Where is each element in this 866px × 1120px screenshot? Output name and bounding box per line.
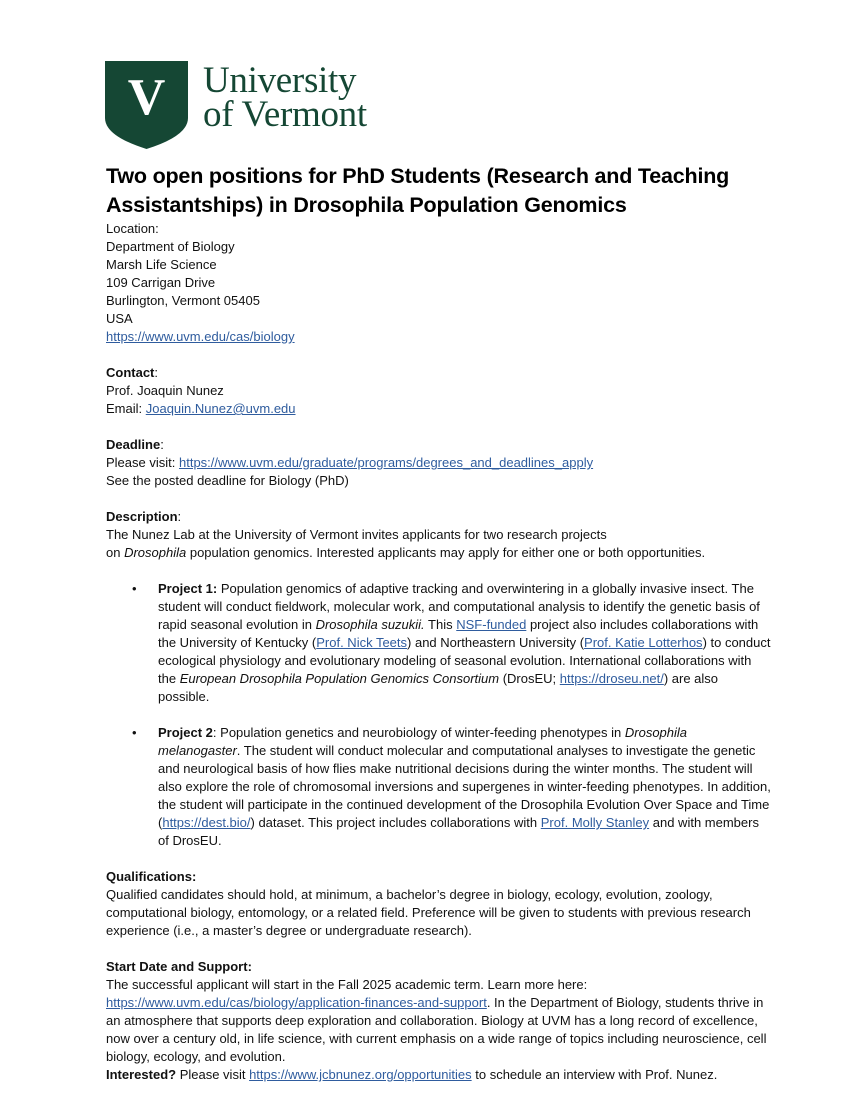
- interested-label: Interested?: [106, 1067, 177, 1082]
- finances-link[interactable]: https://www.uvm.edu/cas/biology/application-finances-and-support: [106, 995, 487, 1010]
- dest-bio-link[interactable]: https://dest.bio/: [162, 815, 251, 830]
- project-list: [106, 580, 771, 850]
- shield-letter: V: [127, 69, 166, 126]
- qualifications-label: Qualifications:: [106, 869, 197, 884]
- deadline-visit-prefix: Please visit:: [106, 455, 179, 470]
- page-title: Two open positions for PhD Students (Research and Teaching Assistantships) in Drosophila Population Genomics: [106, 164, 730, 217]
- project-2-item: • Project 2: Population genetics and neurobiology of winter-feeding phenotypes in Drosophila melanogaster. The student will conduct molecular and computational analyses to investigate the genetic and neurological basis of how flies make nutritional decisions during the winter months. The student will also explore the role of chromosomal inversions and supergenes in winter-feeding phenotypes. In addition, the student will participate in the continued development of the Drosophila Evolution Over Space and Time (https://dest.bio/) dataset. This project includes collaborations with Prof. Molly Stanley and with members of DrosEU.: [132, 725, 771, 848]
- biology-link[interactable]: https://www.uvm.edu/cas/biology: [106, 329, 295, 344]
- description-line2: on Drosophila population genomics. Interested applicants may apply for either one or both opportunities.: [106, 545, 706, 560]
- location-line: Marsh Life Science: [106, 257, 217, 272]
- logo-wordmark: [203, 60, 367, 135]
- logo-line1: University: [203, 60, 357, 101]
- molly-stanley-link[interactable]: Prof. Molly Stanley: [540, 815, 650, 830]
- droseu-link[interactable]: https://droseu.net/: [559, 671, 664, 686]
- uvm-logo: [104, 60, 394, 152]
- project-2-label: Project 2: [158, 725, 213, 740]
- email-prefix: Email:: [106, 401, 146, 416]
- deadline-link[interactable]: https://www.uvm.edu/graduate/programs/degrees_and_deadlines_apply: [178, 455, 594, 470]
- logo-line2: of Vermont: [203, 94, 367, 135]
- location-line: USA: [106, 311, 133, 326]
- deadline-label: Deadline: [106, 437, 161, 452]
- start-label: Start Date and Support:: [106, 959, 252, 974]
- email-link[interactable]: Joaquin.Nunez@uvm.edu: [145, 401, 296, 416]
- katie-lotterhos-link[interactable]: Prof. Katie Lotterhos: [584, 635, 703, 650]
- uvm-shield-icon: [104, 60, 190, 150]
- project-1-item: • Project 1: Population genomics of adaptive tracking and overwintering in a globally invasive insect. The student will conduct fieldwork, molecular work, and computational analysis to identify the genetic basis of rapid seasonal evolution in Drosophila suzukii. This NSF-funded project also includes collaborations with the University of Kentucky (Prof. Nick Teets) and Northeastern University (Prof. Katie Lotterhos) to conduct ecological physiology and evolutionary modeling of seasonal evolution. International collaborations with the European Drosophila Population Genomics Consortium (DrosEU; https://droseu.net/) are also possible.: [132, 581, 771, 704]
- location-label: Location:: [106, 221, 159, 236]
- nick-teets-link[interactable]: Prof. Nick Teets: [316, 635, 408, 650]
- contact-label: Contact: [106, 365, 155, 380]
- project-1-label: Project 1:: [158, 581, 218, 596]
- location-line: 109 Carrigan Drive: [106, 275, 216, 290]
- location-line: Department of Biology: [106, 239, 235, 254]
- start-text: The successful applicant will start in the Fall 2025 academic term. Learn more here: https://www.uvm.edu/cas/biology/application-finances-and-support. In the Department of Biology, students thrive in an atmosphere that supports deep exploration and collaboration. Biology at UVM has a long record of excellence, now over a century old, in life science, with current emphasis on a wide range of topics including neuroscience, cell biology, ecology, and evolution.: [106, 977, 767, 1064]
- contact-name: Prof. Joaquin Nunez: [106, 383, 224, 398]
- deadline-note: See the posted deadline for Biology (PhD): [106, 473, 349, 488]
- document-body: Location: Department of Biology Marsh Life Science 109 Carrigan Drive Burlington, Vermont 05405 USA https://www.uvm.edu/cas/biology Contact: Prof. Joaquin Nunez Email: Joaquin.Nunez@uvm.edu Deadline: Please visit: https://www.uvm.edu/graduate/programs/degrees_and_deadlines_apply See the posted deadline for Biology (PhD) Description: The Nunez Lab at the University of Vermont invites applicants for two research projects on Drosophila population genomics. Interested applicants may apply for either one or both opportunities. • Project 1: Population genomics of adaptive tracking and overwintering in a globally invasive insect. The student will conduct fieldwork, molecular work, and computational analysis to identify the genetic basis of rapid seasonal evolution in Drosophila suzukii. This NSF-funded project also includes collaborations with the University of Kentucky (Prof. Nick Teets) and Northeastern University (Prof. Katie Lotterhos) to conduct ecological physiology and evolutionary modeling of seasonal evolution. International collaborations with the European Drosophila Population Genomics Consortium (DrosEU; https://droseu.net/) are also possible. • Project 2: Population genetics and neurobiology of winter-feeding phenotypes in Drosophila melanogaster. The student will conduct molecular and computational analyses to investigate the genetic and neurological basis of how flies make nutritional decisions during the winter months. The student will also explore the role of chromosomal inversions and supergenes in winter-feeding phenotypes. In addition, the student will participate in the continued development of the Drosophila Evolution Over Space and Time (https://dest.bio/) dataset. This project includes collaborations with Prof. Molly Stanley and with members of DrosEU. Qualifications: Qualified candidates should hold, at minimum, a bachelor’s degree in biology, ecology, evolution, zoology, computational biology, entomology, or a related field. Preference will be given to students with previous research experience (i.e., a master’s degree or undergraduate research). Start Date and Support: The successful applicant will start in the Fall 2025 academic term. Learn more here: https://www.uvm.edu/cas/biology/application-finances-and-support. In the Department of Biology, students thrive in an atmosphere that supports deep exploration and collaboration. Biology at UVM has a long record of excellence, now over a century old, in life science, with current emphasis on a wide range of topics including neuroscience, cell biology, ecology, and evolution. Interested? Please visit https://www.jcbnunez.org/opportunities to schedule an interview with Prof. Nunez.: [106, 221, 771, 1082]
- bullet-icon: •: [132, 581, 137, 596]
- bullet-icon: •: [132, 725, 137, 740]
- opportunities-link[interactable]: https://www.jcbnunez.org/opportunities: [249, 1067, 472, 1082]
- qualifications-text: Qualified candidates should hold, at minimum, a bachelor’s degree in biology, ecology, evolution, zoology, computational biology, entomology, or a related field. Preference will be given to students with previous research experience (i.e., a master’s degree or undergraduate research).: [106, 887, 751, 938]
- nsf-funded-link[interactable]: NSF-funded: [456, 617, 527, 632]
- interested-text: Interested? Please visit https://www.jcbnunez.org/opportunities to schedule an interview with Prof. Nunez.: [106, 1067, 718, 1082]
- description-label: Description: [106, 509, 178, 524]
- description-line1: The Nunez Lab at the University of Vermont invites applicants for two research projects: [106, 527, 607, 542]
- location-line: Burlington, Vermont 05405: [106, 293, 260, 308]
